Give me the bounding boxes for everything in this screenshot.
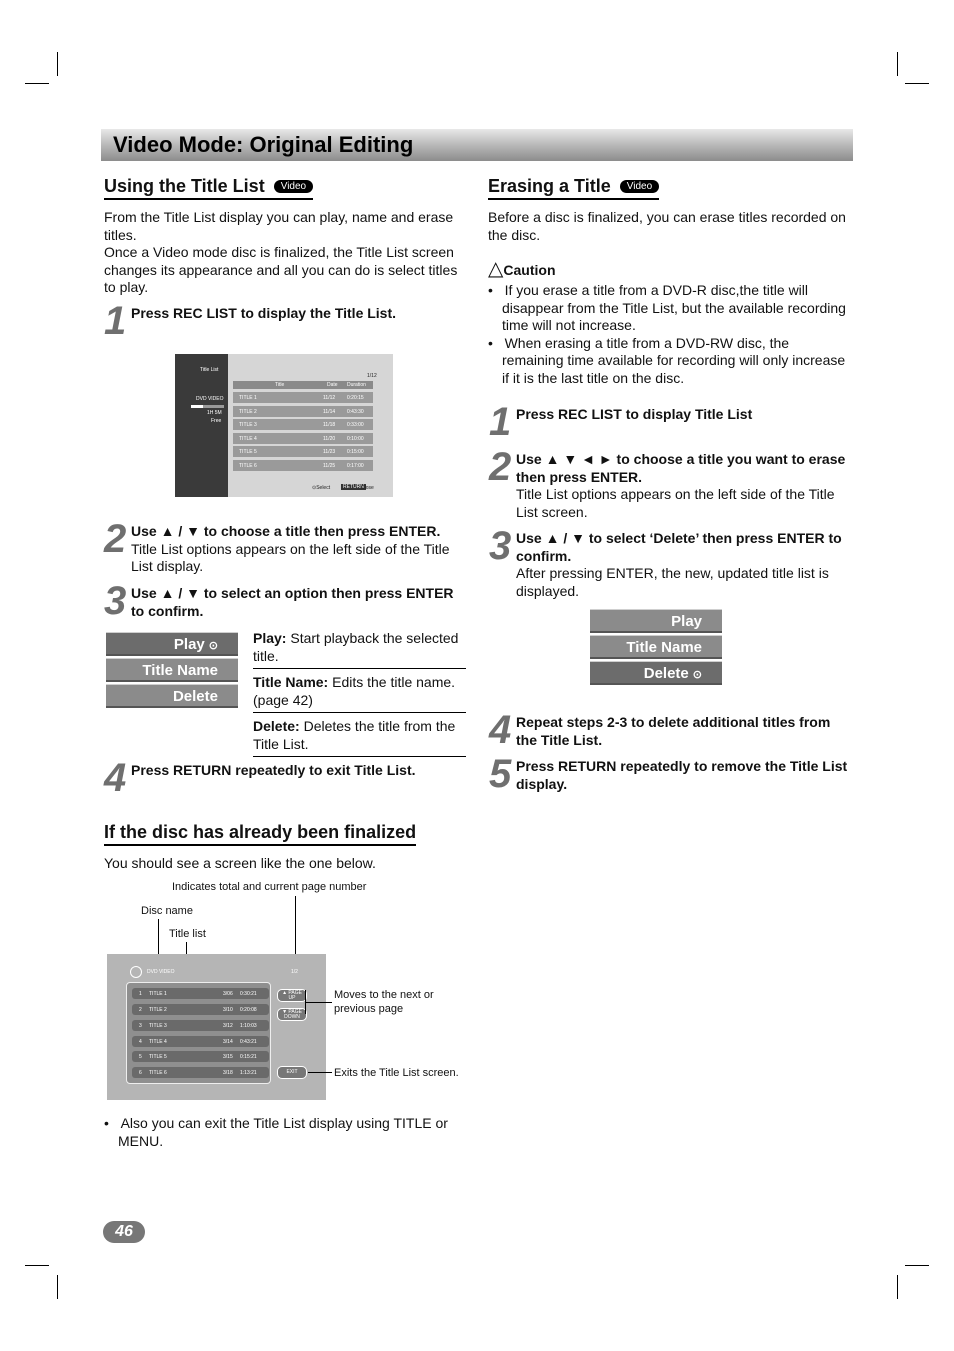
step-3	[489, 524, 851, 600]
page-indicator: 1/12	[367, 373, 377, 379]
step-2	[489, 445, 851, 521]
leader-line	[295, 896, 296, 956]
section-title: Erasing a Title Video	[488, 176, 659, 200]
callout-title-list: Title list	[169, 928, 206, 940]
page-title: Video Mode: Original Editing	[113, 132, 414, 157]
screen-label: Title List	[200, 367, 219, 373]
menu-item-delete[interactable]: Delete	[106, 684, 238, 708]
intro-paragraph: Once a Video mode disc is finalized, the Title List screen changes its appearance and all you can do is select titles to play.	[104, 244, 458, 295]
step-4	[104, 756, 469, 800]
finalized-title-list-screen	[107, 954, 326, 1100]
table-row[interactable]: TITLE 5 11/23 0:15:00	[233, 446, 373, 457]
bullet-note	[104, 1115, 469, 1150]
step-instruction: Repeat steps 2-3 to delete additional titles from the Title List.	[516, 714, 831, 748]
caution-item: • When erasing a title from a DVD-RW disc, the remaining time available for recording will only increase if it is the last title on the disc.	[488, 334, 846, 386]
step-detail: Title List options appears on the left side of the Title List screen.	[516, 486, 835, 520]
menu-item-play[interactable]: Play	[590, 609, 722, 633]
finalized-intro	[104, 855, 469, 873]
capacity-bar-fill	[191, 405, 203, 408]
page-up-button[interactable]: ▲ PAGE UP	[277, 989, 307, 1002]
step-instruction: Use ▲ ▼ ◄ ► to choose a title you want to erase then press ENTER.	[516, 451, 846, 485]
intro-paragraph: Before a disc is finalized, you can erase titles recorded on the disc.	[488, 209, 846, 243]
column-duration: Duration	[347, 382, 366, 388]
crop-mark	[897, 1275, 898, 1299]
title-list-screen	[175, 354, 393, 497]
right-section-heading	[488, 176, 858, 200]
crop-mark	[57, 1275, 58, 1299]
crop-mark	[57, 52, 58, 76]
capacity-bar	[191, 405, 224, 408]
close-hint: Close	[361, 485, 374, 491]
step-number: 2	[489, 445, 512, 489]
list-item[interactable]: 6 TITLE 6 3/18 1:13:21	[132, 1067, 269, 1078]
finalized-heading	[104, 822, 474, 846]
option-descriptions	[253, 629, 466, 761]
step-instruction: Press REC LIST to display Title List	[516, 406, 753, 422]
options-menu	[590, 609, 722, 687]
step-4	[489, 708, 851, 752]
callout-disc-name: Disc name	[141, 905, 193, 917]
video-badge: Video	[620, 180, 659, 193]
step-number: 3	[104, 579, 127, 623]
step-number: 1	[489, 400, 512, 444]
step-detail: Title List options appears on the left side of the Title List display.	[131, 540, 450, 574]
step-number: 1	[104, 299, 127, 343]
step-number: 4	[489, 708, 512, 752]
column-title: Title	[275, 382, 285, 388]
step-instruction: Press RETURN repeatedly to exit Title List.	[131, 762, 416, 778]
list-item[interactable]: 3 TITLE 3 3/12 1:10:03	[132, 1020, 269, 1031]
step-number: 2	[104, 517, 127, 561]
menu-item-delete[interactable]: Delete ⊙	[590, 661, 722, 685]
caution-heading: △Caution	[488, 258, 556, 280]
left-section-heading	[104, 176, 474, 200]
desc-delete: Delete: Deletes the title from the Title List.	[253, 717, 466, 757]
step-1	[489, 400, 851, 444]
caution-item: • If you erase a title from a DVD-R disc,the title will disappear from the Title List, but the available recording time will not increase.	[488, 282, 846, 333]
callout-moves: Moves to the next or previous page	[334, 989, 434, 1015]
video-badge: Video	[274, 180, 313, 193]
table-row[interactable]: TITLE 4 11/20 0:10:00	[233, 433, 373, 444]
table-header	[233, 381, 373, 389]
list-item[interactable]: 2 TITLE 2 3/10 0:20:08	[132, 1004, 269, 1015]
step-number: 4	[104, 756, 127, 800]
step-detail: After pressing ENTER, the new, updated title list is displayed.	[516, 565, 829, 599]
leader-line	[305, 1002, 332, 1003]
title-list	[126, 982, 271, 1084]
callout-page-number: Indicates total and current page number	[172, 881, 367, 893]
caution-box	[488, 256, 850, 387]
page-number: 46	[103, 1221, 145, 1243]
list-item[interactable]: 1 TITLE 1 3/06 0:30:21	[132, 988, 269, 999]
return-key: RETURN	[343, 484, 364, 490]
intro-paragraph: From the Title List display you can play, name and erase titles.	[104, 209, 454, 243]
page-down-button[interactable]: ▼ PAGE DOWN	[277, 1008, 307, 1021]
disc-icon	[130, 966, 142, 978]
menu-item-title-name[interactable]: Title Name	[590, 635, 722, 659]
crop-mark	[905, 1265, 929, 1266]
step-1	[104, 299, 469, 343]
table-row[interactable]: TITLE 1 11/12 0:20:15	[233, 392, 373, 403]
step-instruction: Use ▲ / ▼ to select ‘Delete’ then press ENTER to confirm.	[516, 530, 842, 564]
page-indicator: 1/2	[291, 969, 298, 975]
remaining-time: 1H 5M	[207, 410, 222, 416]
finalized-paragraph: You should see a screen like the one below.	[104, 855, 376, 871]
left-intro	[104, 209, 469, 297]
step-5	[489, 752, 851, 796]
step-instruction: Press RETURN repeatedly to remove the Title List display.	[516, 758, 848, 792]
warning-icon: △	[488, 258, 504, 280]
step-2	[104, 517, 469, 576]
right-intro	[488, 209, 850, 244]
step-number: 5	[489, 752, 512, 796]
step-instruction: Use ▲ / ▼ to choose a title then press ENTER.	[131, 523, 441, 539]
section-title: If the disc has already been finalized	[104, 822, 416, 846]
section-banner	[101, 129, 853, 161]
crop-mark	[905, 83, 929, 84]
desc-title-name: Title Name: Edits the title name. (page 42)	[253, 673, 466, 713]
select-hint: ⊙Select	[312, 485, 331, 491]
column-date: Date	[327, 382, 338, 388]
crop-mark	[25, 1265, 49, 1266]
desc-play: Play: Start playback the selected title.	[253, 629, 466, 669]
bullet-item: • Also you can exit the Title List display using TITLE or MENU.	[104, 1115, 448, 1149]
step-3	[104, 579, 469, 623]
menu-item-title-name[interactable]: Title Name	[106, 658, 238, 682]
table-row[interactable]: TITLE 2 11/14 0:43:30	[233, 406, 373, 417]
table-row[interactable]: TITLE 3 11/18 0:33:00	[233, 419, 373, 430]
disc-name: DVD VIDEO	[147, 969, 175, 975]
list-item[interactable]: 5 TITLE 5 3/15 0:15:21	[132, 1051, 269, 1062]
free-label: Free	[211, 418, 222, 424]
callout-exits: Exits the Title List screen.	[334, 1067, 459, 1079]
disc-type: DVD VIDEO	[196, 396, 224, 402]
crop-mark	[25, 83, 49, 84]
options-menu	[106, 632, 238, 710]
exit-button[interactable]: EXIT	[277, 1066, 307, 1079]
crop-mark	[897, 52, 898, 76]
table-row[interactable]: TITLE 6 11/25 0:17:00	[233, 460, 373, 471]
step-number: 3	[489, 524, 512, 568]
step-instruction: Press REC LIST to display the Title List.	[131, 305, 397, 321]
leader-line	[308, 1072, 332, 1073]
list-item[interactable]: 4 TITLE 4 3/14 0:43:21	[132, 1036, 269, 1047]
section-title: Using the Title List Video	[104, 176, 313, 200]
menu-item-play[interactable]: Play ⊙	[106, 632, 238, 656]
step-instruction: Use ▲ / ▼ to select an option then press ENTER to confirm.	[131, 585, 454, 619]
